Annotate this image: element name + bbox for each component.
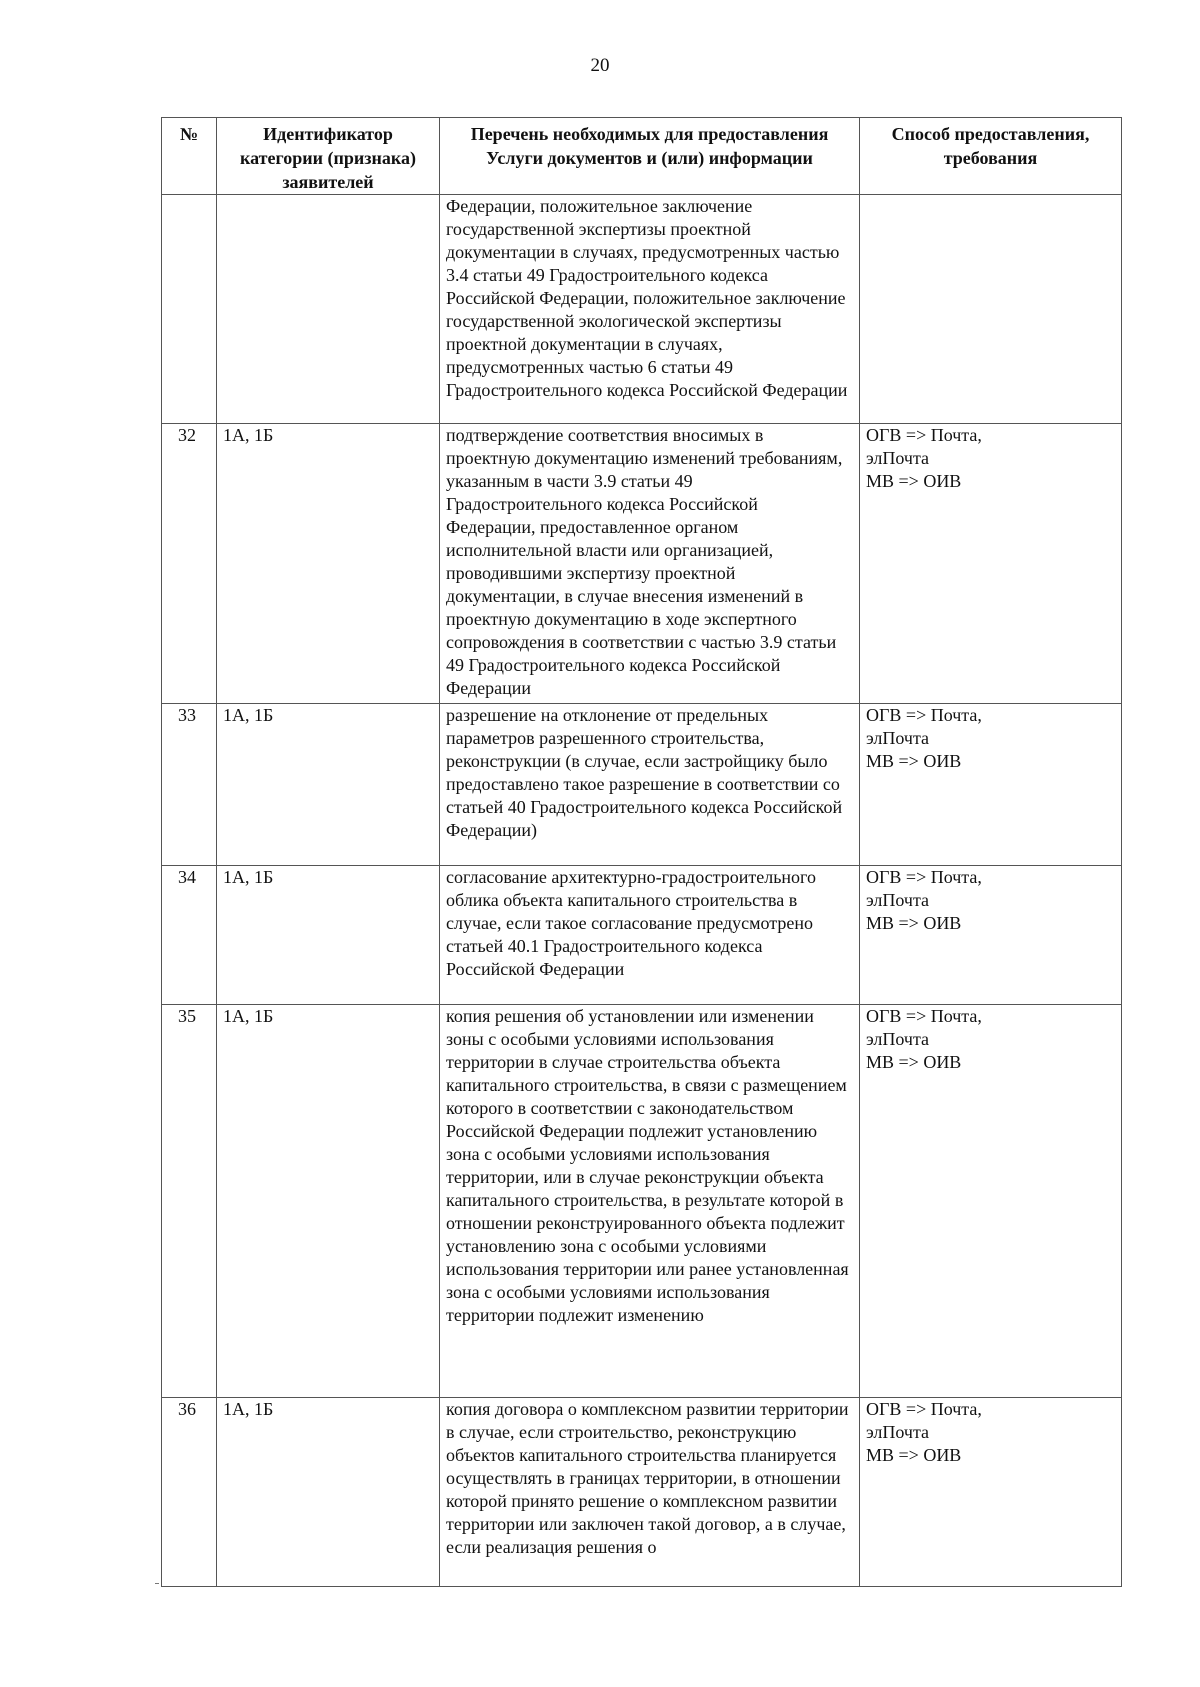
- method-line: МВ => ОИВ: [866, 1445, 962, 1465]
- header-method: Способ предоставления, требования: [860, 118, 1122, 195]
- row-category: 1А, 1Б: [217, 1398, 440, 1587]
- row-document: копия решения об установлении или изменении зоны с особыми условиями использования территории в случае строительства объекта капитального строительства, в связи с размещением которого в соответствии с законодательством Российской Федерации подлежит установлению зона с особыми условиями использования территории, или в случае реконструкции объекта капитального строительства, в результате которой в отношении реконструированного объекта подлежит установлению зона с особыми условиями использования территории или ранее установленная зона с особыми условиями использования территории подлежит изменению: [440, 1005, 860, 1398]
- header-number: №: [162, 118, 217, 195]
- method-line: ОГВ => Почта,: [866, 867, 982, 887]
- table-row: [162, 704, 1122, 866]
- method-line: ОГВ => Почта,: [866, 1399, 982, 1419]
- row-method: [860, 866, 1122, 1005]
- method-line: элПочта: [866, 890, 930, 910]
- method-line: МВ => ОИВ: [866, 471, 962, 491]
- documents-table: [161, 117, 1122, 1587]
- row-number: 32: [162, 424, 217, 704]
- row-number: [162, 195, 217, 424]
- header-documents: Перечень необходимых для предоставления Услуги документов и (или) информации: [440, 118, 860, 195]
- scan-mark: [155, 1583, 159, 1584]
- row-number: 35: [162, 1005, 217, 1398]
- row-document: подтверждение соответствия вносимых в проектную документацию изменений требованиям, указанным в части 3.9 статьи 49 Градостроительного кодекса Российской Федерации, предоставленное органом исполнительной власти или организацией, проводившими экспертизу проектной документации, в случае внесения изменений в проектную документацию в ходе экспертного сопровождения в соответствии с частью 3.9 статьи 49 Градостроительного кодекса Российской Федерации: [440, 424, 860, 704]
- table-row: [162, 866, 1122, 1005]
- row-category: 1А, 1Б: [217, 1005, 440, 1398]
- row-number: 36: [162, 1398, 217, 1587]
- table-row: [162, 1005, 1122, 1398]
- table-row: [162, 1398, 1122, 1587]
- row-method: [860, 1005, 1122, 1398]
- row-number: 33: [162, 704, 217, 866]
- row-number: 34: [162, 866, 217, 1005]
- row-category: 1А, 1Б: [217, 866, 440, 1005]
- row-document: Федерации, положительное заключение государственной экспертизы проектной документации в случаях, предусмотренных частью 3.4 статьи 49 Градостроительного кодекса Российской Федерации, положительное заключение государственной экологической экспертизы проектной документации в случаях, предусмотренных частью 6 статьи 49 Градостроительного кодекса Российской Федерации: [440, 195, 860, 424]
- method-line: МВ => ОИВ: [866, 751, 962, 771]
- method-line: ОГВ => Почта,: [866, 1006, 982, 1026]
- header-category-id: Идентификатор категории (признака) заявителей: [217, 118, 440, 195]
- method-line: ОГВ => Почта,: [866, 705, 982, 725]
- table-row: [162, 195, 1122, 424]
- method-line: ОГВ => Почта,: [866, 425, 982, 445]
- method-line: элПочта: [866, 448, 930, 468]
- row-category: 1А, 1Б: [217, 424, 440, 704]
- row-category: [217, 195, 440, 424]
- method-line: элПочта: [866, 728, 930, 748]
- row-document: согласование архитектурно-градостроительного облика объекта капитального строительства в случае, если такое согласование предусмотрено статьей 40.1 Градостроительного кодекса Российской Федерации: [440, 866, 860, 1005]
- row-method: [860, 704, 1122, 866]
- method-line: элПочта: [866, 1422, 930, 1442]
- method-line: элПочта: [866, 1029, 930, 1049]
- row-method: [860, 1398, 1122, 1587]
- method-line: МВ => ОИВ: [866, 1052, 962, 1072]
- row-method: [860, 424, 1122, 704]
- row-method: [860, 195, 1122, 424]
- row-category: 1А, 1Б: [217, 704, 440, 866]
- page-number: 20: [590, 55, 610, 76]
- row-document: разрешение на отклонение от предельных параметров разрешенного строительства, реконструкции (в случае, если застройщику было предоставлено такое разрешение в соответствии со статьей 40 Градостроительного кодекса Российской Федерации): [440, 704, 860, 866]
- table-row: [162, 424, 1122, 704]
- table-header-row: [162, 118, 1122, 195]
- method-line: МВ => ОИВ: [866, 913, 962, 933]
- row-document: копия договора о комплексном развитии территории в случае, если строительство, реконструкцию объектов капитального строительства планируется осуществлять в границах территории, в отношении которой принято решение о комплексном развитии территории или заключен такой договор, а в случае, если реализация решения о: [440, 1398, 860, 1587]
